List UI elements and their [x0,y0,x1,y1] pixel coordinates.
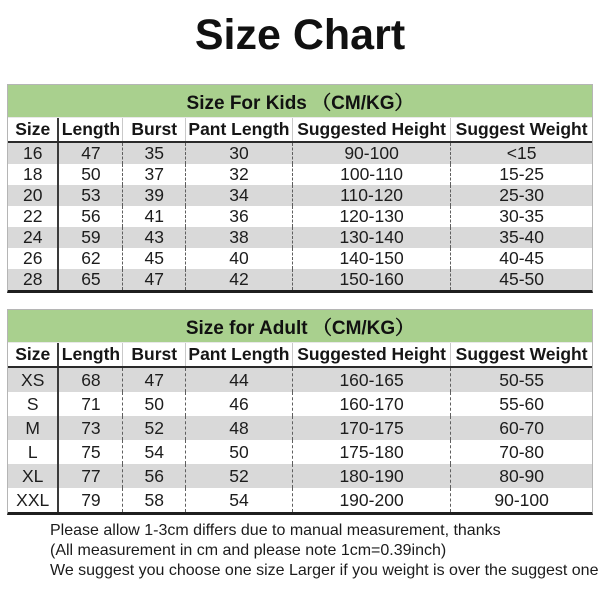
column-header-burst: Burst [123,118,186,142]
cell-suggested-height: 175-180 [292,440,450,464]
cell-suggest-weight: 90-100 [494,489,549,510]
column-header-row [8,118,592,142]
cell-suggest-weight: 45-50 [499,269,544,290]
cell-length: 56 [58,206,123,227]
cell-size: 16 [8,142,58,164]
cell-pant-length: 30 [186,142,293,164]
cell-length: 59 [58,227,123,248]
adult-size-table [7,309,593,515]
cell-pant-length: 36 [186,206,293,227]
table-row [8,488,592,512]
table-row [8,227,592,248]
column-header-burst: Burst [123,343,186,367]
cell-suggest-weight: 15-25 [499,164,544,185]
cell-size: M [8,416,58,440]
cell-length: 62 [58,248,123,269]
cell-suggest-weight: 25-30 [499,185,544,206]
cell-size: XS [8,367,58,392]
cell-burst: 47 [123,269,186,290]
cell-suggest-weight: <15 [506,143,537,164]
cell-suggest-weight: 50-55 [499,369,544,390]
cell-length: 47 [58,142,123,164]
cell-suggested-height: 160-170 [292,392,450,416]
cell-length: 73 [58,416,123,440]
cell-pant-length: 50 [186,440,293,464]
cell-suggest-weight: 70-80 [499,441,544,462]
column-header-size: Size [8,343,58,367]
cell-pant-length: 46 [186,392,293,416]
table-row [8,392,592,416]
column-header-suggest-weight: Suggest Weight [451,343,592,367]
cell-suggested-height: 150-160 [292,269,450,290]
table-row [8,269,592,290]
cell-pant-length: 54 [186,488,293,512]
kids-table-head [8,118,592,142]
kids-size-table [7,84,593,293]
cell-suggested-height: 160-165 [292,367,450,392]
cell-burst: 37 [123,164,186,185]
table-row [8,464,592,488]
cell-suggested-height: 90-100 [292,142,450,164]
cell-suggested-height: 190-200 [292,488,450,512]
adult-table-body [8,367,592,512]
cell-suggest-weight: 40-45 [499,248,544,269]
cell-suggested-height: 170-175 [292,416,450,440]
cell-pant-length: 44 [186,367,293,392]
cell-size: XXL [8,488,58,512]
note-line: (All measurement in cm and please note 1cm=0.39inch) [50,542,447,560]
page-title: Size Chart [194,11,406,59]
cell-length: 50 [58,164,123,185]
kids-table [8,118,592,290]
cell-size: S [8,392,58,416]
table-row [8,142,592,164]
column-header-length: Length [58,343,123,367]
cell-pant-length: 38 [186,227,293,248]
table-row [8,164,592,185]
column-header-suggested-height: Suggested Height [292,343,450,367]
cell-size: 24 [8,227,58,248]
cell-size: XL [8,464,58,488]
cell-burst: 45 [123,248,186,269]
cell-pant-length: 32 [186,164,293,185]
column-header-pant-length: Pant Length [186,343,293,367]
cell-length: 71 [58,392,123,416]
table-row [8,440,592,464]
note-line: Please allow 1-3cm differs due to manual measurement, thanks [50,522,501,540]
cell-suggest-weight: 30-35 [499,206,544,227]
cell-burst: 41 [123,206,186,227]
cell-length: 79 [58,488,123,512]
kids-table-body [8,142,592,290]
cell-pant-length: 48 [186,416,293,440]
cell-pant-length: 34 [186,185,293,206]
cell-size: L [8,440,58,464]
cell-size: 28 [8,269,58,290]
column-header-suggested-height: Suggested Height [292,118,450,142]
cell-pant-length: 52 [186,464,293,488]
cell-burst: 47 [123,367,186,392]
column-header-length: Length [58,118,123,142]
cell-suggest-weight: 80-90 [499,465,544,486]
cell-suggested-height: 100-110 [292,164,450,185]
table-row [8,248,592,269]
table-row [8,206,592,227]
cell-suggested-height: 180-190 [292,464,450,488]
cell-burst: 52 [123,416,186,440]
column-header-pant-length: Pant Length [186,118,293,142]
adult-table-header-band: Size for Adult （CM/KG） [8,310,592,343]
cell-length: 53 [58,185,123,206]
cell-pant-length: 40 [186,248,293,269]
cell-length: 75 [58,440,123,464]
adult-table [8,343,592,512]
adult-table-head [8,343,592,367]
cell-suggest-weight: 60-70 [499,417,544,438]
cell-size: 22 [8,206,58,227]
cell-length: 77 [58,464,123,488]
cell-suggested-height: 120-130 [292,206,450,227]
cell-suggested-height: 110-120 [292,185,450,206]
column-header-size: Size [8,118,58,142]
cell-size: 18 [8,164,58,185]
table-row [8,185,592,206]
cell-size: 26 [8,248,58,269]
cell-length: 65 [58,269,123,290]
table-row [8,416,592,440]
cell-pant-length: 42 [186,269,293,290]
column-header-row [8,343,592,367]
measurement-notes [50,521,600,581]
size-chart-page [0,12,600,581]
cell-suggest-weight: 35-40 [499,227,544,248]
kids-table-header-band: Size For Kids （CM/KG） [8,85,592,118]
cell-suggested-height: 130-140 [292,227,450,248]
column-header-suggest-weight: Suggest Weight [451,118,592,142]
cell-burst: 54 [123,440,186,464]
cell-length: 68 [58,367,123,392]
cell-burst: 56 [123,464,186,488]
cell-suggested-height: 140-150 [292,248,450,269]
cell-burst: 35 [123,142,186,164]
cell-burst: 58 [123,488,186,512]
cell-size: 20 [8,185,58,206]
note-line: We suggest you choose one size Larger if you weight is over the suggest one [50,562,599,580]
cell-burst: 50 [123,392,186,416]
cell-suggest-weight: 55-60 [499,393,544,414]
tables-container [7,84,593,515]
cell-burst: 43 [123,227,186,248]
table-row [8,367,592,392]
cell-burst: 39 [123,185,186,206]
